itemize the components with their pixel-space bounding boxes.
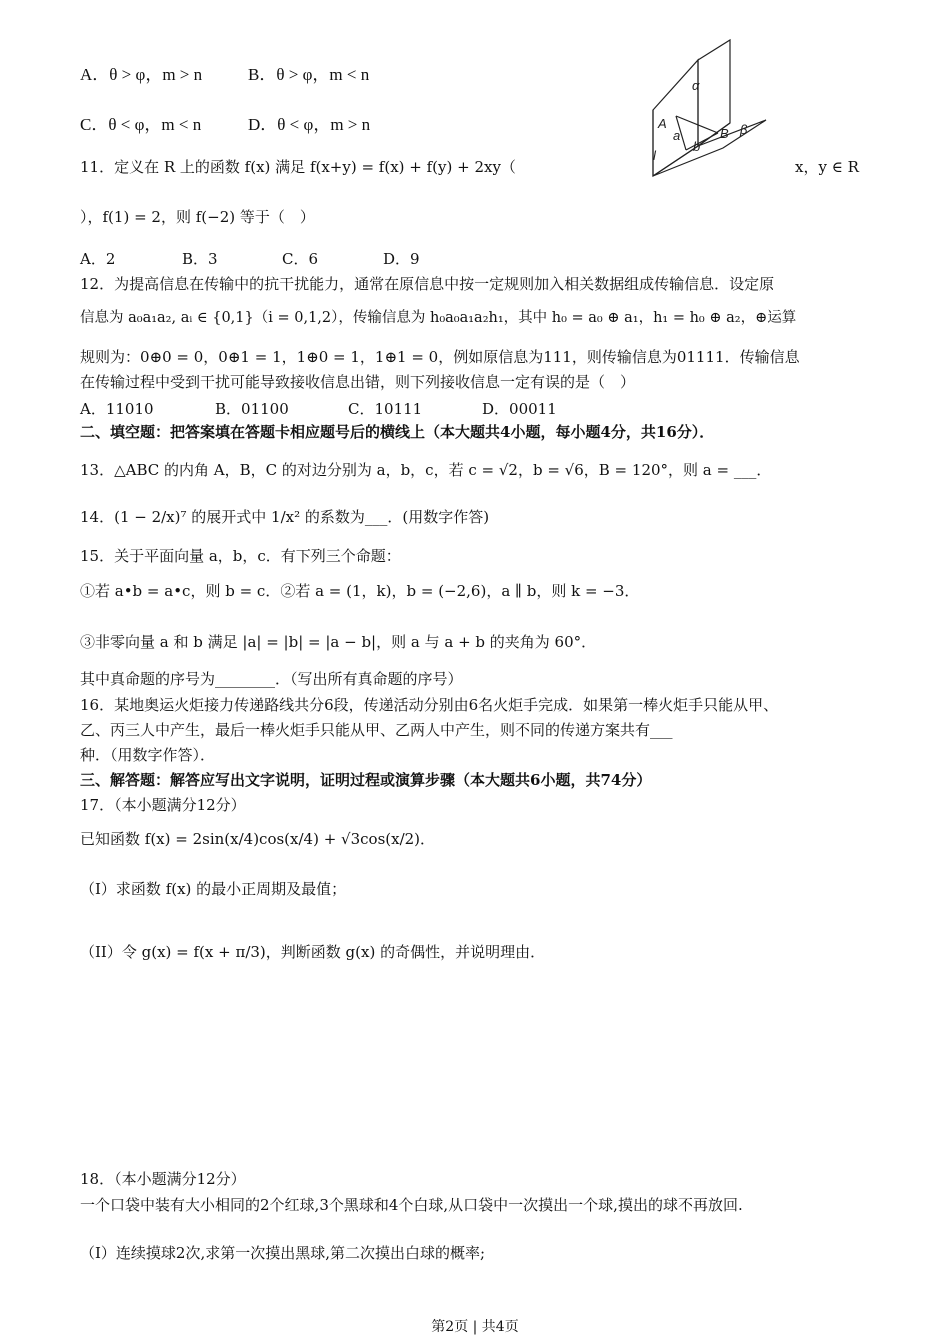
figure-label-b: b [693,139,701,154]
q11-option-d: D．9 [383,250,420,268]
q12-option-d: D．00011 [482,400,557,418]
q18-part1: （I）连续摸球2次,求第一次摸出黑球,第二次摸出白球的概率; [80,1244,486,1262]
q13-text: 13．△ABC 的内角 A，B，C 的对边分别为 a，b，c，若 c = √2，b = √6，B = 120°，则 a = ___． [80,461,772,479]
figure-label-beta: β [740,122,748,137]
q17-part1: （I）求函数 f(x) 的最小正周期及最值； [80,880,347,898]
q14-text: 14．(1 − 2/x)⁷ 的展开式中 1/x² 的系数为___．(用数字作答) [80,508,490,526]
q17-heading: 17．（本小题满分12分） [80,796,246,814]
q12-option-a: A．11010 [80,400,154,418]
q12-line2: 信息为 a₀a₁a₂, aᵢ ∈ {0,1}（i = 0,1,2），传输信息为 h₀a₀a₁a₂h₁，其中 h₀ = a₀ ⊕ a₁，h₁ = h₀ ⊕ a₂，⊕运算 [80,310,797,326]
q12-line4: 在传输过程中受到干扰可能导致接收信息出错，则下列接收信息一定有误的是（ ） [80,373,636,391]
q10-option-c: C．θ < φ，m < n [80,115,202,134]
q11-line1-tail: x，y ∈ R [795,158,859,176]
figure-label-l: l [653,148,656,163]
q17-part2: （II）令 g(x) = f(x + π/3)，判断函数 g(x) 的奇偶性，并说明理由． [80,943,546,961]
q11-line1: 11．定义在 R 上的函数 f(x) 满足 f(x+y) = f(x) + f(y) + 2xy（ [80,158,516,176]
figure-label-a: a [673,128,681,143]
q12-line1: 12．为提高信息在传输中的抗干扰能力，通常在原信息中按一定规则加入相关数据组成传输信息．设定原 [80,275,775,293]
q11-option-a: A．2 [80,250,116,268]
q11-option-c: C．6 [282,250,319,268]
figure-label-alpha: α [692,78,700,93]
q12-line3: 规则为：0⊕0 = 0，0⊕1 = 1，1⊕0 = 1，1⊕1 = 0，例如原信息为111，则传输信息为01111．传输信息 [80,348,800,366]
q18-line1: 一个口袋中装有大小相同的2个红球,3个黑球和4个白球,从口袋中一次摸出一个球,摸出的球不再放回. [80,1196,743,1214]
q12-option-b: B．01100 [215,400,289,418]
q16-line2: 乙、丙三人中产生，最后一棒火炬手只能从甲、乙两人中产生，则不同的传递方案共有___ [80,721,673,739]
q17-function: 已知函数 f(x) = 2sin(x/4)cos(x/4) + √3cos(x/2)． [80,830,436,848]
section3-heading: 三、解答题：解答应写出文字说明，证明过程或演算步骤（本大题共6小题，共74分） [80,771,652,789]
q10-option-d: D．θ < φ，m > n [248,115,371,134]
q15-line3: ③非零向量 a 和 b 满足 |a| = |b| = |a − b|，则 a 与 a + b 的夹角为 60°． [80,633,597,651]
figure-label-A: A [658,116,667,131]
section2-heading: 二、填空题：把答案填在答题卡相应题号后的横线上（本大题共4小题，每小题4分，共16分）． [80,423,715,441]
q11-line2: ），f(1) = 2，则 f(−2) 等于（ ） [80,208,315,226]
q15-line1: 15．关于平面向量 a，b，c．有下列三个命题： [80,547,401,565]
q18-heading: 18．（本小题满分12分） [80,1170,246,1188]
q15-line4: 其中真命题的序号为________．（写出所有真命题的序号） [80,670,463,688]
q16-line1: 16．某地奥运火炬接力传递路线共分6段，传递活动分别由6名火炬手完成．如果第一棒火炬手只能从甲、 [80,696,779,714]
q16-line3: 种．（用数字作答）． [80,746,216,764]
page-footer: 第2页 | 共4页 [431,1319,519,1335]
q11-option-b: B．3 [182,250,218,268]
q12-option-c: C．10111 [348,400,423,418]
q10-option-a: A．θ > φ，m > n [80,65,203,84]
dihedral-angle-figure [648,38,773,178]
figure-label-B: B [720,126,729,141]
q10-option-b: B．θ > φ，m < n [248,65,370,84]
q15-line2: ①若 a•b = a•c，则 b = c．②若 a = (1，k)，b = (−2,6)，a ∥ b，则 k = −3． [80,582,640,600]
